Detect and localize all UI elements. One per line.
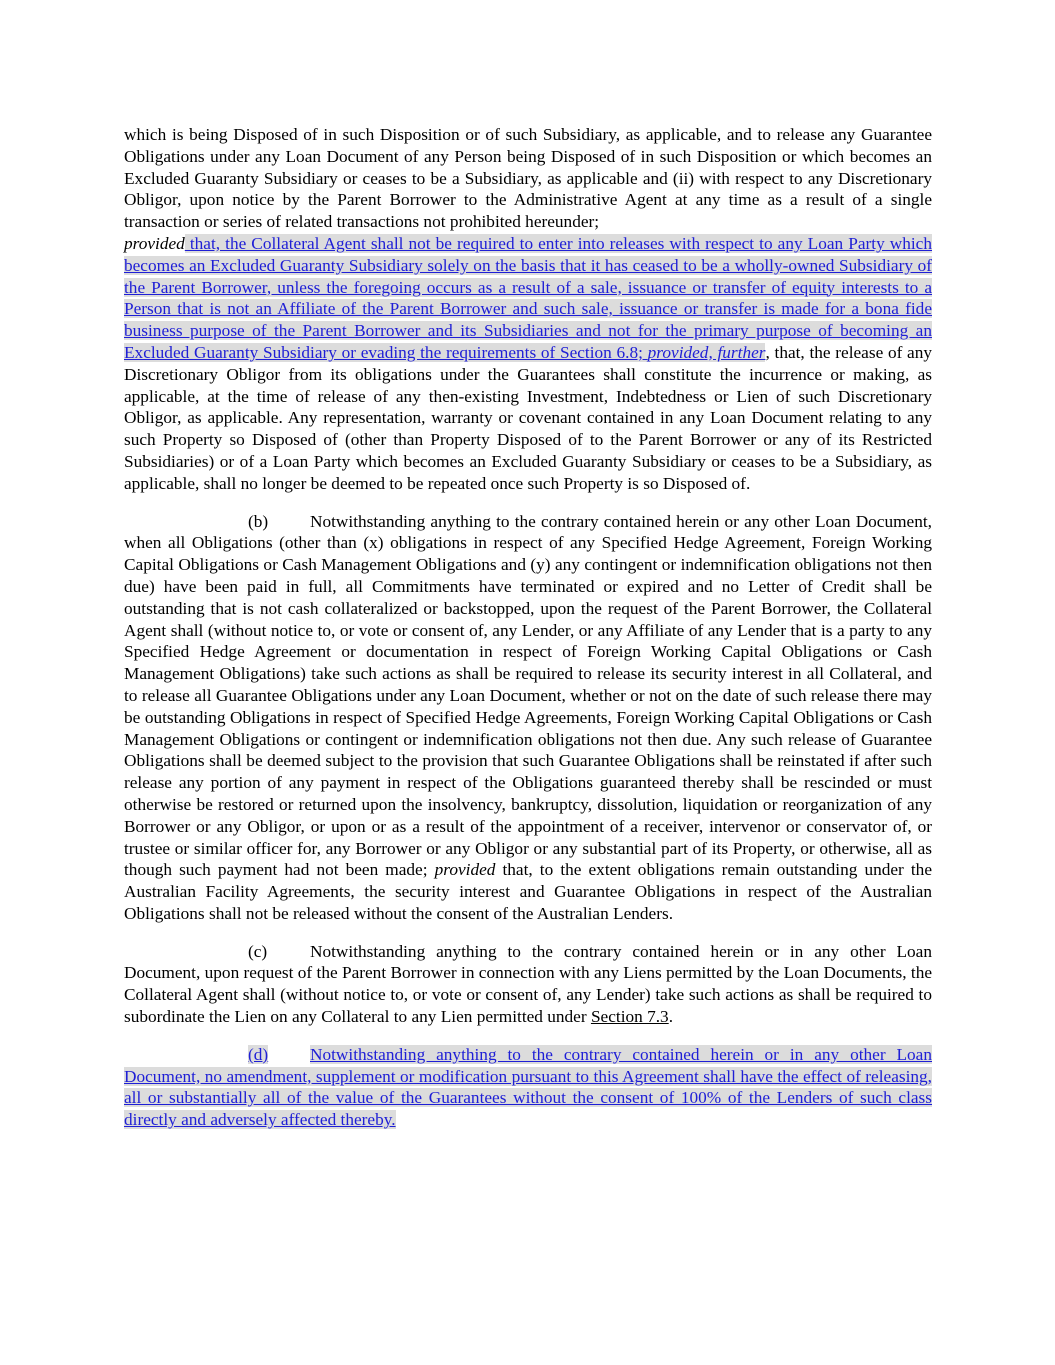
paragraph-d-label: (d) — [248, 1044, 269, 1064]
paragraph-c-label: (c) — [248, 941, 268, 961]
paragraph-b — [124, 511, 932, 925]
paragraph-c-text-2: . — [668, 1007, 674, 1027]
paragraph-c-text-1: Notwithstanding anything to the contrary contained herein or in any other Loan Document, upon request of the Parent Borrower in connection with any Liens permitted by the Loan Documents, the Collateral Agent shall (without notice to, or vote or consent of, any Lender) take such actions as shall be required to subordinate the Lien on any Collateral to any Lien permitted under — [124, 941, 932, 1027]
paragraph-d-label-wrap — [248, 1044, 310, 1066]
paragraph-d-inserted-text: Notwithstanding anything to the contrary contained herein or in any other Loan Document, no amendment, supplement or modification pursuant to this Agreement shall have the effect of releasing, all or substantially all of the value of the Guarantees without the consent of 100% of the Lenders of such class directly and adversely affected thereby. — [124, 1044, 932, 1130]
paragraph-a-text-1: which is being Disposed of in such Disposition or of such Subsidiary, as applicable, and to release any Guarantee Obligations under any Loan Document of any Person being Disposed of in such Disposition or which becomes an Excluded Guaranty Subsidiary or ceases to be a Subsidiary, as applicable and (ii) with respect to any Discretionary Obligor, upon notice by the Parent Borrower to the Administrative Agent at any time as a result of a single transaction or series of related transactions not prohibited hereunder; — [124, 125, 932, 232]
paragraph-b-text-1: Notwithstanding anything to the contrary contained herein or any other Loan Document, when all Obligations (other than (x) obligations in respect of any Specified Hedge Agreement, Foreign Working Capital Obligations or Cash Management Obligations and (y) any contingent or indemnification obligations not then due) have been paid in full, all Commitments have terminated or expired and no Letter of Credit shall be outstanding that is not cash collateralized or backstopped, upon the request of the Parent Borrower, the Collateral Agent shall (without notice to, or vote or consent of, any Lender, or any Affiliate of any Lender that is a party to any Specified Hedge Agreement or documentation in respect of Foreign Working Capital Obligations or Cash Management Obligations) take such actions as shall be required to release its security interest in all Collateral, and to release all Guarantee Obligations under any Loan Document, whether or not on the date of such release there may be outstanding Obligations in respect of Specified Hedge Agreements, Foreign Working Capital Obligations or Cash Management Obligations or contingent or indemnification obligations not then due. Any such release of Guarantee Obligations shall be deemed subject to the provision that such Guarantee Obligations shall be reinstated if after such release any portion of any payment in respect of the Obligations guaranteed thereby shall be rescinded or must otherwise be restored or returned upon the insolvency, bankruptcy, dissolution, liquidation or reorganization of any Borrower or any Obligor, or upon or as a result of the appointment of a receiver, intervenor or conservator of, or trustee or similar officer for, any Borrower or any Obligor or any substantial part of its Property, or otherwise, all as though such payment had not been made; — [124, 511, 932, 880]
section-7-3-reference: Section 7.3 — [590, 1007, 669, 1027]
paragraph-b-label: (b) — [248, 511, 269, 531]
paragraph-d — [124, 1044, 932, 1131]
paragraph-b-provided-term: provided — [434, 860, 496, 880]
provided-term: provided — [124, 233, 185, 253]
paragraph-c — [124, 941, 932, 1028]
paragraph-a-text-2: , that, the release of any Discretionary Obligor from its obligations under the Guarantees shall constitute the incurrence or making, as applicable, at the time of release of any then-existing Investment, Indebtedness or Lien of such Discretionary Obligor, as applicable. Any representation, warranty or covenant contained in any Loan Document relating to any such Property so Disposed of (other than Property Disposed of to the Parent Borrower or any of its Restricted Subsidiaries) or of a Loan Party which becomes an Excluded Guaranty Subsidiary or ceases to be a Subsidiary, as applicable, shall no longer be deemed to be repeated once such Property is so Disposed of. — [124, 342, 933, 493]
paragraph-a-continuation — [124, 124, 932, 495]
paragraph-b-text-2: that, to the extent obligations remain outstanding under the Australian Facility Agreements, the security interest and Guarantee Obligations in respect of the Australian Obligations shall not be released without the consent of the Australian Lenders. — [124, 860, 932, 923]
document-page — [124, 124, 932, 1147]
inserted-proviso: that, the Collateral Agent shall not be required to enter into releases with respect to any Loan Party which becomes an Excluded Guaranty Subsidiary solely on the basis that it has ceased to be a wholly-owned Subsidiary of the Parent Borrower, unless the foregoing occurs as a result of a sale, issuance or transfer of equity interests to a Person that is not an Affiliate of the Parent Borrower and such sale, issuance or transfer is made for a bona fide business purpose of the Parent Borrower and its Subsidiaries and not for the primary purpose of becoming an Excluded Guaranty Subsidiary or evading the requirements of Section 6.8; — [124, 233, 932, 362]
provided-further-term: provided, further — [647, 342, 766, 362]
